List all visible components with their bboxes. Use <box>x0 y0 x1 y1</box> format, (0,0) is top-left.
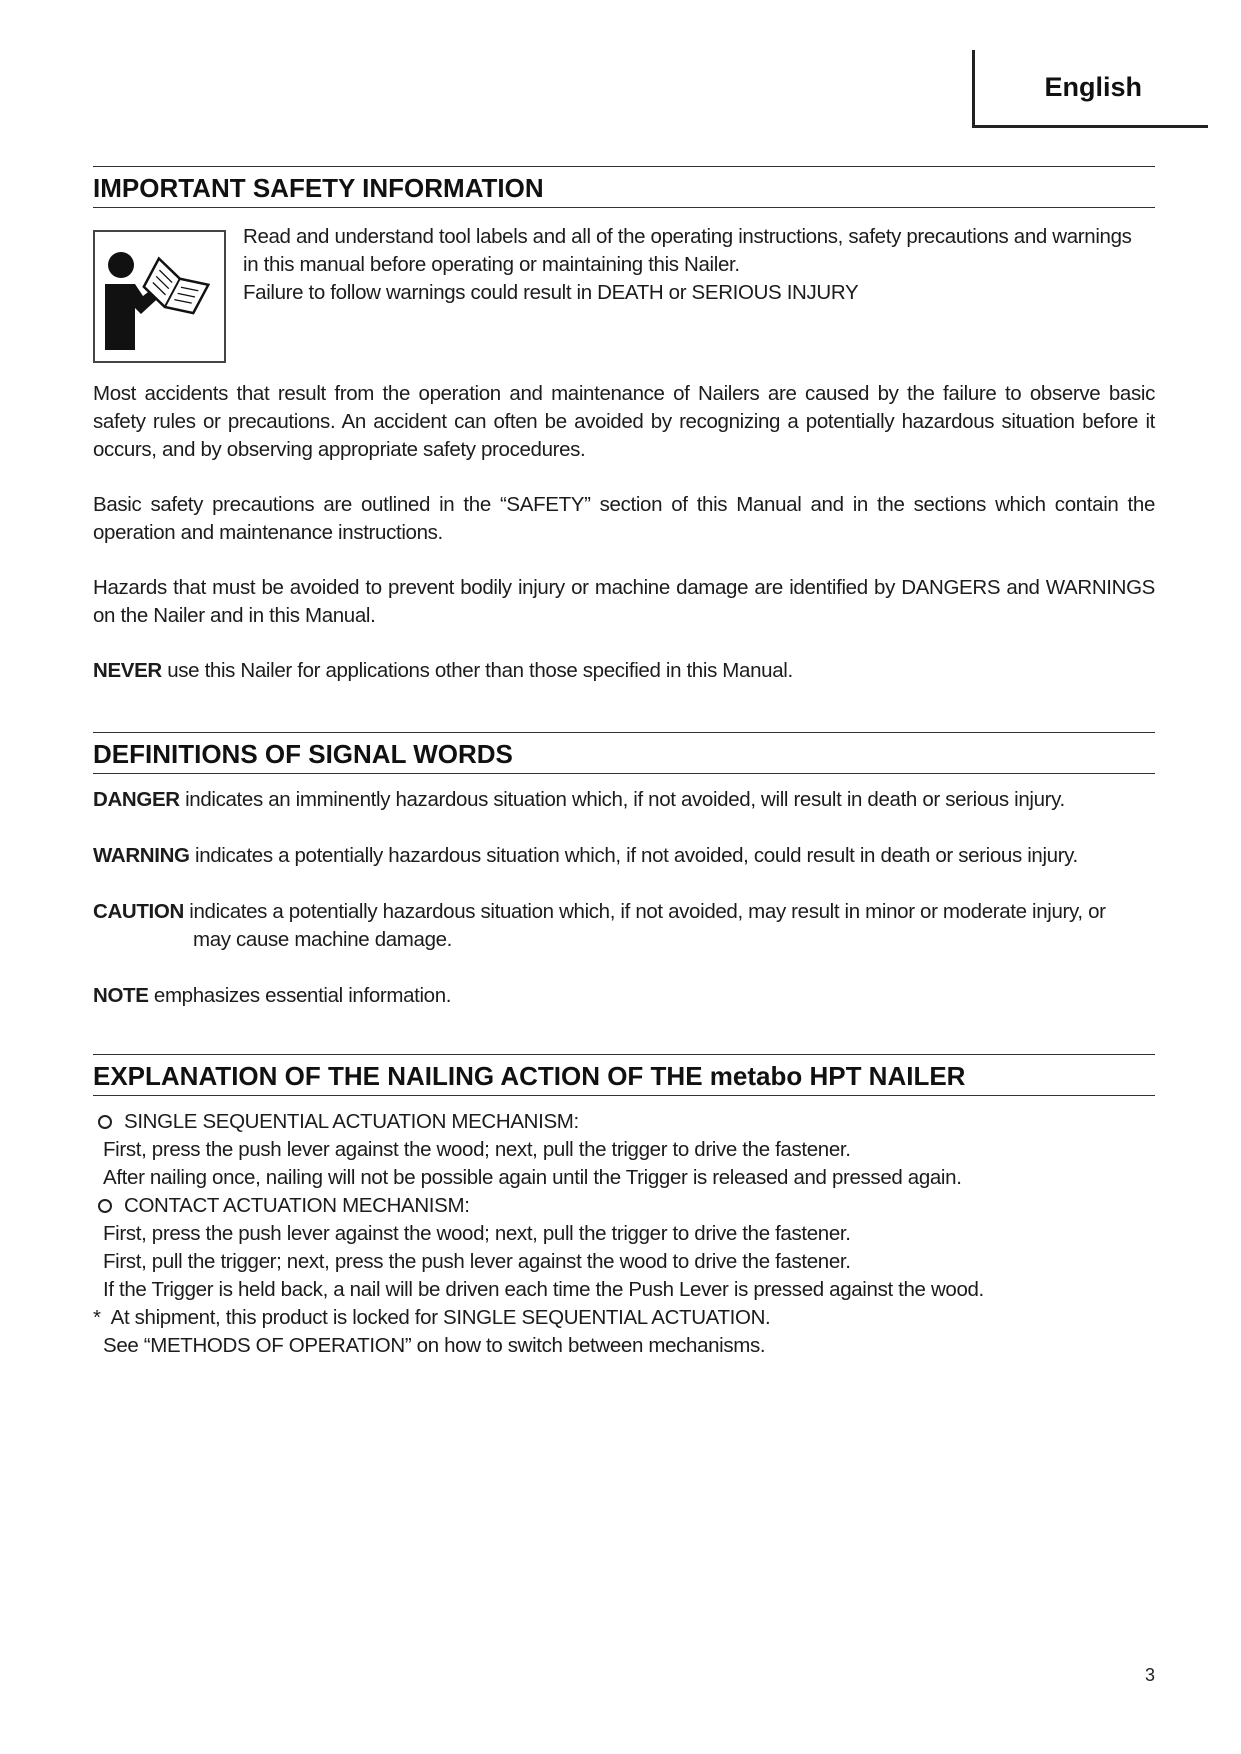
danger-label: DANGER <box>93 788 180 811</box>
nailing-action-list <box>93 1108 1163 1360</box>
page-number: 3 <box>1145 1665 1156 1685</box>
note-label: NOTE <box>93 984 149 1007</box>
definition-danger <box>93 786 1163 814</box>
single-actuation-line: First, press the push lever against the wood; next, pull the trigger to drive the fastener. <box>103 1138 851 1161</box>
danger-text: indicates an imminently hazardous situation which, if not avoided, will result in death or serious injury. <box>179 788 1065 811</box>
safety-paragraph: Hazards that must be avoided to prevent bodily injury or machine damage are identified by DANGERS and WARNINGS on the Nailer and in this Manual. <box>93 576 1155 627</box>
asterisk-marker: * <box>93 1306 101 1329</box>
safety-paragraph: Basic safety precautions are outlined in the “SAFETY” section of this Manual and in the sections which contain the operation and maintenance instructions. <box>93 493 1155 544</box>
never-text: use this Nailer for applications other than those specified in this Manual. <box>161 659 793 682</box>
explanation-section-title: EXPLANATION OF THE NAILING ACTION OF THE metabo HPT NAILER <box>93 1061 966 1091</box>
contact-actuation-line: If the Trigger is held back, a nail will be driven each time the Push Lever is pressed against the wood. <box>103 1278 984 1301</box>
definitions-section-header <box>93 732 1155 774</box>
safety-paragraph: Most accidents that result from the operation and maintenance of Nailers are caused by the failure to observe basic safety rules or precautions. An accident can often be avoided by recognizing a potentially hazardous situation before it occurs, and by observing appropriate safety procedures. <box>93 382 1155 461</box>
shipment-note: * At shipment, this product is locked for SINGLE SEQUENTIAL ACTUATION. <box>93 1306 771 1329</box>
definition-warning <box>93 842 1163 870</box>
never-label: NEVER <box>93 659 162 682</box>
definition-caution <box>93 898 1163 954</box>
language-tab <box>972 50 1208 128</box>
warning-text: indicates a potentially hazardous situation which, if not avoided, could result in death or serious injury. <box>189 844 1078 867</box>
safety-section-title: IMPORTANT SAFETY INFORMATION <box>93 173 544 203</box>
caution-text-continued: may cause machine damage. <box>193 928 453 951</box>
circle-bullet-icon <box>98 1115 112 1129</box>
shipment-note-line: See “METHODS OF OPERATION” on how to switch between mechanisms. <box>103 1334 766 1357</box>
safety-intro-line: in this manual before operating or maintaining this Nailer. <box>243 253 740 276</box>
read-manual-icon-box <box>93 230 226 363</box>
explanation-section-header <box>93 1054 1155 1096</box>
safety-intro <box>243 223 1163 307</box>
read-manual-icon <box>95 232 224 361</box>
safety-intro-line: Failure to follow warnings could result in DEATH or SERIOUS INJURY <box>243 281 859 304</box>
warning-label: WARNING <box>93 844 190 867</box>
language-label: English <box>1044 72 1142 102</box>
note-text: emphasizes essential information. <box>148 984 452 1007</box>
single-actuation-line: After nailing once, nailing will not be possible again until the Trigger is released and pressed again. <box>103 1166 962 1189</box>
caution-text: indicates a potentially hazardous situation which, if not avoided, may result in minor or moderate injury, or <box>183 900 1106 923</box>
definitions-section-title: DEFINITIONS OF SIGNAL WORDS <box>93 739 513 769</box>
never-notice <box>93 657 1155 685</box>
contact-actuation-heading: CONTACT ACTUATION MECHANISM: <box>93 1192 1163 1220</box>
caution-label: CAUTION <box>93 900 184 923</box>
contact-actuation-line: First, press the push lever against the wood; next, pull the trigger to drive the fastener. <box>103 1222 851 1245</box>
single-actuation-heading: SINGLE SEQUENTIAL ACTUATION MECHANISM: <box>93 1108 1163 1136</box>
circle-bullet-icon <box>98 1199 112 1213</box>
safety-intro-line: Read and understand tool labels and all of the operating instructions, safety precautions and warnings <box>243 225 1132 248</box>
definition-note <box>93 982 1163 1010</box>
safety-section-header <box>93 166 1155 208</box>
contact-actuation-line: First, pull the trigger; next, press the push lever against the wood to drive the fastener. <box>103 1250 851 1273</box>
